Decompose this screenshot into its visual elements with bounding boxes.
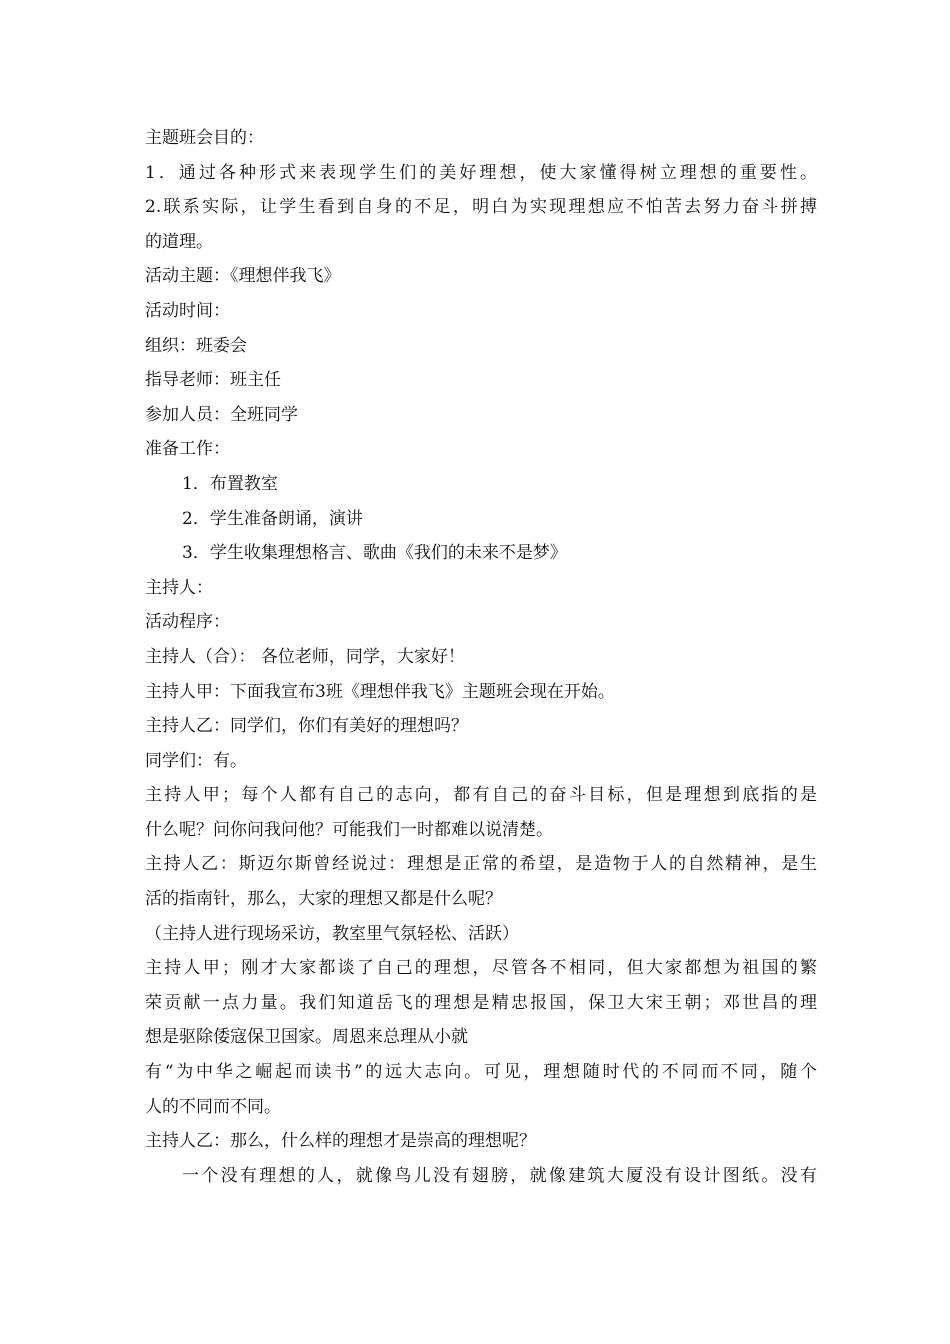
instructor: 指导老师：班主任 (145, 370, 281, 391)
dialogue-line: 人的不同而不同。 (145, 1096, 281, 1117)
preparation-item-2: 2．学生准备朗诵，演讲 (182, 508, 363, 529)
purpose-item-2-continued: 的道理。 (145, 231, 213, 252)
program-heading: 活动程序： (145, 612, 230, 633)
dialogue-line: 主持人甲；刚才大家都谈了自己的理想，尽管各不相同，但大家都想为祖国的繁 (145, 958, 817, 979)
organizer: 组织：班委会 (145, 335, 247, 356)
activity-time: 活动时间： (145, 300, 230, 321)
dialogue-line: 有“为中华之崛起而读书”的远大志向。可见，理想随时代的不同而不同，随个 (145, 1062, 817, 1083)
paragraph-line: 一个没有理想的人，就像鸟儿没有翅膀，就像建筑大厦没有设计图纸。没有 (182, 1165, 817, 1186)
dialogue-line: 主持人乙：同学们，你们有美好的理想吗？ (145, 716, 468, 737)
dialogue-line: 主持人乙：那么，什么样的理想才是崇高的理想呢？ (145, 1131, 536, 1152)
preparation-heading: 准备工作： (145, 439, 230, 460)
dialogue-line: 主持人（合）： 各位老师，同学，大家好！ (145, 646, 465, 667)
dialogue-line: 主持人甲；每个人都有自己的志向，都有自己的奋斗目标，但是理想到底指的是 (145, 785, 817, 806)
preparation-item-3: 3．学生收集理想格言、歌曲《我们的未来不是梦》 (182, 543, 567, 564)
purpose-item-2: 2.联系实际，让学生看到自身的不足，明白为实现理想应不怕苦去努力奋斗拼搏 (145, 197, 817, 218)
document-body (145, 121, 817, 1193)
preparation-item-1: 1．布置教室 (182, 473, 278, 494)
purpose-item-1: 1．通过各种形式来表现学生们的美好理想，使大家懂得树立理想的重要性。 (145, 162, 817, 183)
dialogue-line: 主持人甲：下面我宣布3班《理想伴我飞》主题班会现在开始。 (145, 681, 615, 702)
dialogue-line: 荣贡献一点力量。我们知道岳飞的理想是精忠报国，保卫大宋王朝；邓世昌的理 (145, 992, 817, 1013)
purpose-heading: 主题班会目的： (145, 128, 264, 148)
dialogue-line: 想是驱除倭寇保卫国家。周恩来总理从小就 (145, 1027, 468, 1048)
host-label: 主持人： (145, 577, 213, 598)
dialogue-line: 同学们：有。 (145, 750, 247, 771)
activity-theme: 活动主题：《理想伴我飞》 (145, 266, 341, 287)
dialogue-line: 活的指南针，那么，大家的理想又都是什么呢？ (145, 889, 502, 910)
dialogue-line: 主持人乙：斯迈尔斯曾经说过：理想是正常的希望，是造物于人的自然精神，是生 (145, 854, 817, 875)
participants: 参加人员：全班同学 (145, 404, 298, 425)
dialogue-line: 什么呢？问你问我问他？可能我们一时都难以说清楚。 (145, 819, 553, 840)
stage-direction: （主持人进行现场采访，教室里气氛轻松、活跃） (145, 923, 519, 944)
